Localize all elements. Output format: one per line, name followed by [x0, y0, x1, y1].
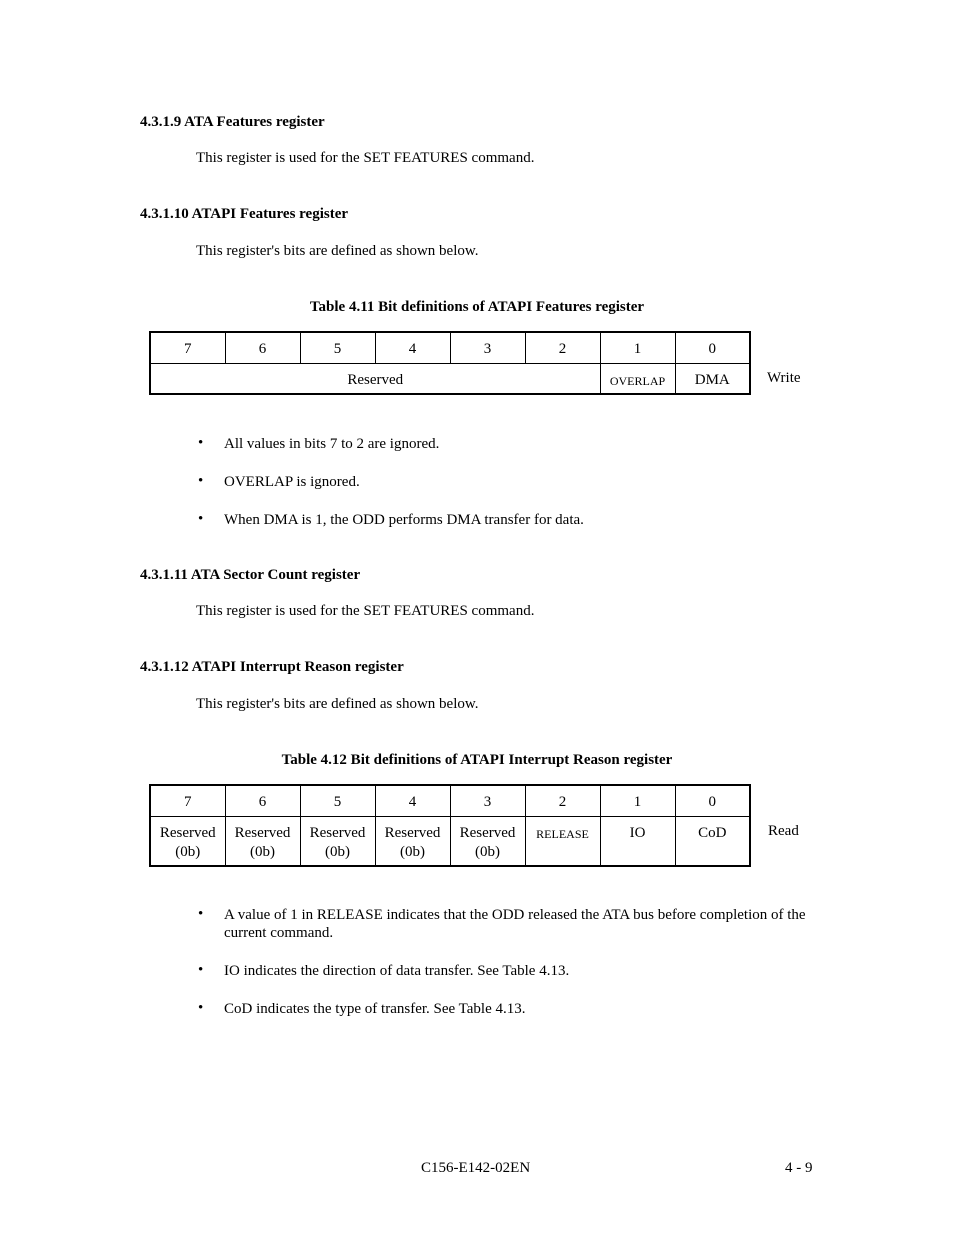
reserved-label: Reserved — [159, 824, 216, 841]
section-heading-4-3-1-11: 4.3.1.11 ATA Sector Count register — [140, 567, 361, 583]
bullet-item: CoD indicates the type of transfer. See Table 4.13. — [224, 1001, 526, 1017]
bit-7-header: 7 — [150, 785, 225, 816]
bit-4-header: 4 — [375, 332, 450, 363]
section-text-4-3-1-12: This register's bits are defined as shown below. — [196, 696, 479, 712]
table-4-12-access-label: Read — [768, 823, 799, 839]
reserved-default-value: (0b) — [175, 843, 201, 860]
bit-0-header: 0 — [675, 785, 750, 816]
bit-1-header: 1 — [600, 332, 675, 363]
reserved-cell-bit-4 — [375, 816, 450, 866]
table-4-12 — [149, 784, 751, 867]
bullet-marker: • — [198, 511, 204, 527]
reserved-label: Reserved — [384, 824, 441, 841]
section-text-4-3-1-9: This register is used for the SET FEATURES command. — [196, 150, 535, 166]
reserved-label: Reserved — [309, 824, 366, 841]
cod-cell: CoD — [675, 816, 750, 866]
bullet-item: When DMA is 1, the ODD performs DMA transfer for data. — [224, 512, 584, 528]
section-text-4-3-1-11: This register is used for the SET FEATURES command. — [196, 603, 535, 619]
table-4-12-definition-row — [150, 816, 750, 866]
section-heading-4-3-1-12: 4.3.1.12 ATAPI Interrupt Reason register — [140, 659, 404, 675]
reserved-label: Reserved — [234, 824, 291, 841]
bullet-item: A value of 1 in RELEASE indicates that the ODD released the ATA bus before completion of the current command. — [224, 907, 806, 941]
table-4-12-bit-row — [150, 785, 750, 816]
bit-6-header: 6 — [225, 785, 300, 816]
bullet-item: OVERLAP is ignored. — [224, 474, 360, 490]
bullet-item: All values in bits 7 to 2 are ignored. — [224, 436, 440, 452]
footer-page-number: 4 - 9 — [785, 1160, 813, 1176]
bit-3-header: 3 — [450, 332, 525, 363]
bullet-marker: • — [198, 1000, 204, 1016]
bit-2-header: 2 — [525, 785, 600, 816]
bit-1-header: 1 — [600, 785, 675, 816]
section-heading-4-3-1-9: 4.3.1.9 ATA Features register — [140, 114, 325, 130]
bit-5-header: 5 — [300, 332, 375, 363]
bit-4-header: 4 — [375, 785, 450, 816]
reserved-label: Reserved — [459, 824, 516, 841]
footer-document-id: C156-E142-02EN — [421, 1160, 531, 1176]
reserved-cell-bit-3 — [450, 816, 525, 866]
bit-7-header: 7 — [150, 332, 225, 363]
reserved-default-value: (0b) — [400, 843, 425, 860]
table-4-11 — [149, 331, 751, 395]
bit-0-header: 0 — [675, 332, 750, 363]
bullet-marker: • — [198, 435, 204, 451]
bullet-marker: • — [198, 473, 204, 489]
reserved-cell-bit-6 — [225, 816, 300, 866]
reserved-default-value: (0b) — [250, 843, 275, 860]
bit-2-header: 2 — [525, 332, 600, 363]
section-heading-4-3-1-10: 4.3.1.10 ATAPI Features register — [140, 206, 349, 222]
reserved-default-value: (0b) — [475, 843, 500, 860]
reserved-cell: Reserved — [150, 363, 600, 394]
table-4-11-caption: Table 4.11 Bit definitions of ATAPI Features register — [309, 299, 645, 315]
bullet-marker: • — [198, 906, 204, 922]
section-text-4-3-1-10: This register's bits are defined as shown below. — [196, 243, 479, 259]
bit-6-header: 6 — [225, 332, 300, 363]
bit-3-header: 3 — [450, 785, 525, 816]
release-cell: RELEASE — [525, 816, 600, 866]
reserved-default-value: (0b) — [325, 843, 350, 860]
table-4-12-caption: Table 4.12 Bit definitions of ATAPI Interrupt Reason register — [281, 752, 673, 768]
table-4-11-access-label: Write — [767, 370, 801, 386]
table-4-11-bit-row — [150, 332, 750, 363]
reserved-cell-bit-7 — [150, 816, 225, 866]
table-4-11-definition-row — [150, 363, 750, 394]
dma-cell: DMA — [675, 363, 750, 394]
io-cell: IO — [600, 816, 675, 866]
bit-5-header: 5 — [300, 785, 375, 816]
bullet-item: IO indicates the direction of data transfer. See Table 4.13. — [224, 963, 570, 979]
reserved-cell-bit-5 — [300, 816, 375, 866]
bullet-marker: • — [198, 962, 204, 978]
overlap-cell: OVERLAP — [600, 363, 675, 394]
